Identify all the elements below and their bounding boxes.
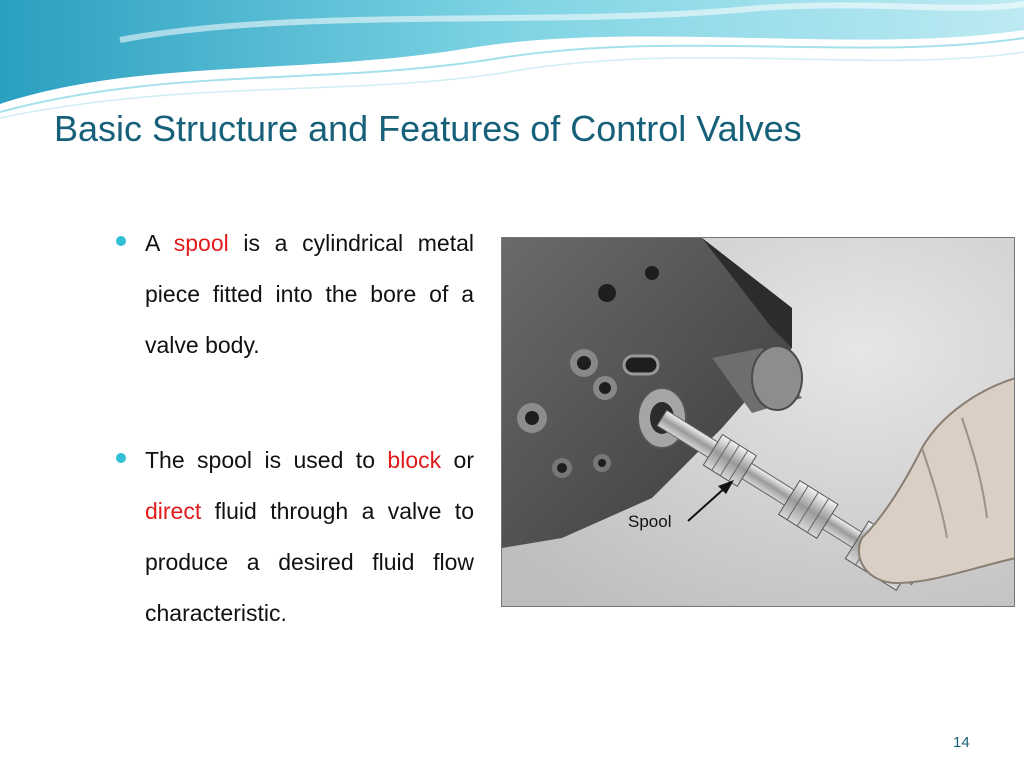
bullet-text bbox=[145, 218, 474, 371]
spool-valve-photo bbox=[501, 237, 1015, 607]
highlight-word: spool bbox=[173, 230, 229, 256]
spool-callout-label: Spool bbox=[628, 512, 672, 531]
highlight-word: block bbox=[387, 447, 442, 473]
bullet-text-part: or bbox=[441, 447, 475, 473]
bullet-item bbox=[112, 218, 474, 371]
page-number: 14 bbox=[953, 734, 970, 751]
bullet-text-part: The spool is used to bbox=[145, 447, 388, 473]
bullet-text-part: fluid through a valve to produce a desired fluid flow characteristic. bbox=[145, 498, 474, 626]
bullet-text bbox=[145, 435, 474, 639]
highlight-word: direct bbox=[145, 498, 202, 524]
bullet-item bbox=[112, 435, 474, 639]
bullet-dot-icon bbox=[116, 453, 126, 463]
bullet-list bbox=[112, 218, 474, 639]
header-wave-decoration bbox=[0, 0, 1024, 120]
bullet-text-part: is a cylindrical metal piece fitted into the bore of a valve body. bbox=[145, 230, 474, 358]
slide-title: Basic Structure and Features of Control Valves bbox=[54, 108, 802, 149]
bullet-text-part: A bbox=[145, 230, 174, 256]
bullet-dot-icon bbox=[116, 236, 126, 246]
